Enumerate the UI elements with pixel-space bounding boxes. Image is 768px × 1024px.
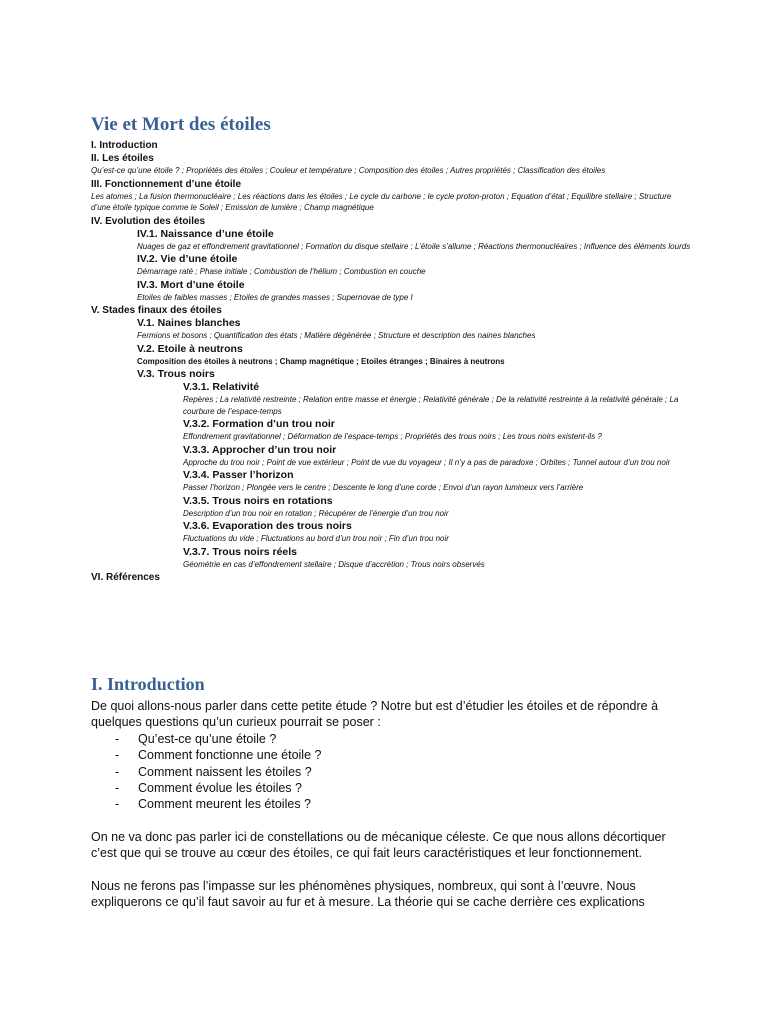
list-item-text: Qu’est-ce qu’une étoile ? [138, 731, 277, 746]
toc-heading-v3[interactable]: V.3. Trous noirs [137, 368, 215, 380]
toc-description-v34: Passer l’horizon ; Plongée vers le centre ; Descente le long d’une corde ; Envoi d’un rayon lumineux vers l’arrière [183, 483, 584, 492]
dash-bullet: - [115, 781, 120, 796]
dash-bullet: - [115, 731, 120, 746]
toc-description-ii: Qu’est-ce qu’une étoile ? ; Propriétés des étoiles ; Couleur et température ; Composition des étoiles ; Autres propriétés ; Classification des étoiles [91, 166, 606, 175]
list-item-text: Comment meurent les étoiles ? [138, 797, 311, 812]
toc-heading-iii[interactable]: III. Fonctionnement d’une étoile [91, 178, 242, 190]
toc-heading-ii[interactable]: II. Les étoiles [91, 153, 154, 164]
toc-heading-v[interactable]: V. Stades finaux des étoiles [91, 305, 222, 316]
toc-heading-vi[interactable]: VI. Références [91, 572, 160, 583]
dash-bullet: - [115, 797, 120, 812]
toc-description-v2: Composition des étoiles à neutrons ; Champ magnétique ; Etoiles étranges ; Binaires à neutrons [137, 356, 505, 366]
toc-description-v36: Fluctuations du vide ; Fluctuations au bord d’un trou noir ; Fin d’un trou noir [183, 534, 449, 543]
toc-heading-v33[interactable]: V.3.3. Approcher d’un trou noir [183, 443, 337, 456]
toc-description-iv3: Etoiles de faibles masses ; Etoiles de grandes masses ; Supernovae de type I [137, 292, 413, 302]
toc-description-v33: Approche du trou noir ; Point de vue extérieur ; Point de vue du voyageur ; Il n’y a pas de paradoxe ; Orbites ; Tunnel autour d’un trou noir [183, 457, 671, 467]
table-of-contents [91, 139, 691, 584]
list-item [91, 796, 681, 812]
toc-heading-v31[interactable]: V.3.1. Relativité [183, 381, 260, 393]
toc-description-iv2: Démarrage raté ; Phase initiale ; Combustion de l’hélium ; Combustion en couche [137, 267, 426, 276]
toc-heading-v34[interactable]: V.3.4. Passer l’horizon [183, 469, 294, 481]
list-item-text: Comment naissent les étoiles ? [138, 764, 312, 779]
list-item-text: Comment évolue les étoiles ? [138, 781, 302, 796]
toc-heading-i[interactable]: I. Introduction [91, 140, 158, 151]
toc-heading-v2[interactable]: V.2. Etoile à neutrons [137, 342, 243, 355]
list-item-text: Comment fonctionne une étoile ? [138, 748, 322, 763]
paragraph-spacer [91, 862, 681, 878]
dash-bullet: - [115, 764, 120, 779]
toc-heading-iv1[interactable]: IV.1. Naissance d’une étoile [137, 227, 274, 240]
list-item [91, 731, 681, 747]
toc-description-iv1: Nuages de gaz et effondrement gravitationnel ; Formation du disque stellaire ; L’étoile s’allume ; Réactions thermonucléaires ; Influence des éléments lourds [137, 241, 691, 251]
list-item [91, 780, 681, 796]
toc-description-iii: Les atomes ; La fusion thermonucléaire ; Les réactions dans les étoiles ; Le cycle du carbone ; le cycle proton-proton ; Equation d’état ; Equilibre stellaire ; Structure d’une étoile typique comme le Soleil ; Emission de lumière ; Champ magnétique [91, 191, 672, 212]
section-title-introduction: I. Introduction [91, 674, 205, 694]
intro-paragraph-1: De quoi allons-nous parler dans cette petite étude ? Notre but est d’étudier les étoiles et de répondre à quelques questions qu’un curieux pourrait se poser : [91, 699, 659, 730]
toc-description-v1: Fermions et bosons ; Quantification des états ; Matière dégénérée ; Structure et description des naines blanches [137, 331, 536, 340]
questions-list [91, 731, 681, 813]
toc-heading-v36[interactable]: V.3.6. Evaporation des trous noirs [183, 520, 352, 532]
toc-description-v35: Description d’un trou noir en rotation ; Récupérer de l’énergie d’un trou noir [183, 508, 449, 518]
dash-bullet: - [115, 748, 120, 763]
toc-description-v37: Géométrie en cas d’effondrement stellaire ; Disque d’accrétion ; Trous noirs observés [183, 559, 485, 569]
toc-description-v32: Effondrement gravitationnel ; Déformation de l’espace-temps ; Propriétés des trous noirs ; Les trous noirs existent-ils ? [183, 432, 602, 441]
list-item [91, 747, 681, 763]
intro-paragraph-3: Nous ne ferons pas l’impasse sur les phénomènes physiques, nombreux, qui sont à l’œuvre. Nous expliquerons ce qu’il faut savoir au fur et à mesure. La théorie qui se cache derrière ces explications [91, 878, 645, 910]
toc-description-v31: Repères ; La relativité restreinte ; Relation entre masse et énergie ; Relativité générale ; De la relativité restreinte à la relativité générale ; La courbure de l’espace-temps [183, 395, 679, 416]
toc-heading-v32[interactable]: V.3.2. Formation d’un trou noir [183, 418, 335, 430]
toc-heading-v35[interactable]: V.3.5. Trous noirs en rotations [183, 494, 333, 507]
document-title: Vie et Mort des étoiles [91, 114, 271, 135]
introduction-body [91, 698, 681, 910]
toc-heading-v1[interactable]: V.1. Naines blanches [137, 317, 241, 329]
toc-heading-iv[interactable]: IV. Evolution des étoiles [91, 215, 206, 227]
intro-paragraph-2: On ne va donc pas parler ici de constellations ou de mécanique céleste. Ce que nous allons décortiquer c’est que qui se trouve au cœur des étoiles, ce qui fait leurs caractéristiques et leur fonctionnement. [91, 829, 666, 861]
list-item [91, 764, 681, 780]
toc-heading-iv3[interactable]: IV.3. Mort d’une étoile [137, 278, 245, 291]
paragraph-spacer [91, 813, 681, 829]
toc-heading-v37[interactable]: V.3.7. Trous noirs réels [183, 545, 298, 558]
toc-heading-iv2[interactable]: IV.2. Vie d’une étoile [137, 253, 238, 265]
